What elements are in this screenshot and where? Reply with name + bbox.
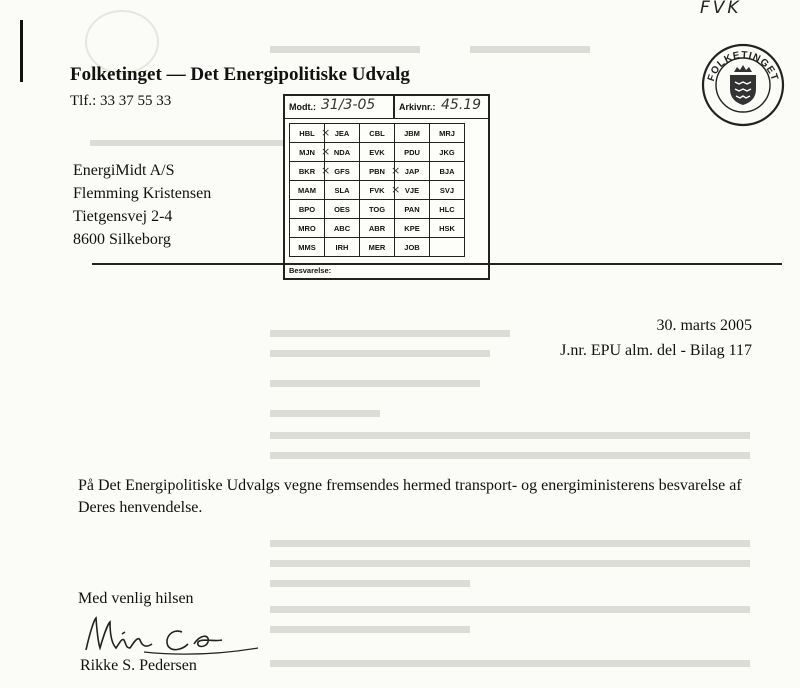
grid-cell (391, 162, 430, 181)
bleed-through-mark (270, 452, 750, 459)
grid-code: JEA (334, 128, 350, 138)
grid-code: BKR (298, 166, 316, 176)
bleed-through-mark (470, 46, 590, 53)
letter-body: På Det Energipolitiske Udvalgs vegne fremsendes hermed transport- og energiministerens besvarelse af Deres henvendelse. (78, 477, 742, 516)
grid-cell (395, 238, 430, 257)
grid-code: SVJ (439, 185, 455, 195)
grid-row (290, 219, 465, 238)
grid-cell (430, 219, 465, 238)
grid-code: JOB (404, 242, 420, 252)
grid-code: JKG (439, 147, 455, 157)
grid-code: HSK (439, 223, 455, 233)
grid-cell (290, 200, 325, 219)
grid-code: MER (368, 242, 386, 252)
letter-closing: Med venlig hilsen (78, 590, 194, 607)
grid-cell (430, 124, 465, 143)
grid-cell (395, 219, 430, 238)
grid-row (290, 200, 465, 219)
grid-cell (395, 124, 430, 143)
grid-code: KPE (404, 223, 420, 233)
divider-line (92, 263, 782, 265)
check-mark: × (321, 145, 331, 158)
grid-code: VJE (404, 185, 420, 195)
grid-code: MJN (299, 147, 315, 157)
grid-cell (360, 124, 395, 143)
grid-cell (290, 238, 325, 257)
bleed-through-mark (270, 380, 480, 387)
received-date: 31/3-05 (321, 97, 376, 113)
grid-code: BJA (439, 166, 455, 176)
margin-mark (20, 20, 23, 82)
grid-code: FVK (369, 185, 385, 195)
grid-code: BPO (298, 204, 316, 214)
seal-text: FOLKETINGET (705, 49, 781, 83)
grid-row (290, 238, 465, 257)
grid-code: HLC (439, 204, 455, 214)
folketinget-seal (700, 42, 786, 133)
grid-code: MAM (298, 185, 316, 195)
recipient-street: Tietgensvej 2-4 (73, 208, 173, 225)
grid-cell (360, 238, 395, 257)
grid-cell (430, 200, 465, 219)
receipt-stamp (283, 94, 490, 280)
journal-reference: J.nr. EPU alm. del - Bilag 117 (560, 342, 752, 359)
grid-cell (290, 219, 325, 238)
grid-cell (325, 219, 360, 238)
grid-cell (360, 200, 395, 219)
bleed-through-mark (270, 626, 470, 633)
grid-code: OES (334, 204, 350, 214)
grid-code: JBM (404, 128, 420, 138)
grid-row (290, 181, 465, 200)
grid-row (290, 143, 465, 162)
recipient-company: EnergiMidt A/S (73, 162, 175, 179)
grid-cell (430, 238, 465, 257)
bleed-through-mark (270, 432, 750, 439)
grid-code: EVK (369, 147, 385, 157)
grid-cell (395, 143, 430, 162)
grid-code: PAN (404, 204, 420, 214)
grid-cell (325, 238, 360, 257)
grid-cell (360, 162, 395, 181)
grid-cell (290, 181, 325, 200)
archive-number: 45.19 (441, 97, 482, 113)
grid-cell (360, 181, 395, 200)
grid-cell (290, 162, 325, 181)
grid-cell (290, 143, 325, 162)
answered-label: Besvarelse: (285, 263, 488, 278)
grid-cell (430, 143, 465, 162)
grid-cell (395, 200, 430, 219)
letterhead-title: Folketinget — Det Energipolitiske Udvalg (70, 64, 410, 85)
check-mark: × (321, 126, 331, 139)
grid-cell (360, 219, 395, 238)
grid-cell (360, 143, 395, 162)
grid-cell (321, 143, 360, 162)
grid-code: JAP (404, 166, 420, 176)
grid-code: TOG (368, 204, 386, 214)
letter-date: 30. marts 2005 (656, 317, 752, 334)
grid-cell (325, 181, 360, 200)
bleed-through-mark (270, 410, 380, 417)
grid-cell (430, 162, 465, 181)
stamp-header (285, 96, 488, 119)
distribution-grid (289, 123, 465, 257)
grid-cell (391, 181, 430, 200)
check-mark: × (321, 164, 331, 177)
handwritten-initials: FVK (700, 0, 742, 18)
bleed-through-mark (270, 560, 750, 567)
grid-code: IRH (335, 242, 349, 252)
grid-code: ABR (368, 223, 386, 233)
grid-code: ABC (333, 223, 351, 233)
bleed-through-mark (270, 606, 750, 613)
check-mark: × (391, 164, 401, 177)
grid-code: PBN (369, 166, 385, 176)
received-label: Modt.: (289, 102, 316, 112)
grid-code: MRJ (439, 128, 455, 138)
bleed-through-mark (270, 46, 420, 53)
recipient-name: Flemming Kristensen (73, 185, 212, 202)
grid-code: MMS (298, 242, 316, 252)
bleed-through-mark (270, 580, 470, 587)
bleed-through-mark (90, 140, 290, 146)
grid-cell (321, 124, 360, 143)
grid-row (290, 124, 465, 143)
grid-code: SLA (334, 185, 350, 195)
grid-code: NDA (333, 147, 351, 157)
grid-code: GFS (334, 166, 350, 176)
check-mark: × (391, 183, 401, 196)
grid-cell (321, 162, 360, 181)
grid-code: CBL (369, 128, 385, 138)
grid-code: PDU (404, 147, 420, 157)
archive-label: Arkivnr.: (399, 102, 436, 112)
grid-code: HBL (299, 128, 315, 138)
bleed-through-mark (270, 330, 510, 337)
signer-name: Rikke S. Pedersen (80, 657, 197, 674)
grid-code: MRO (298, 223, 316, 233)
recipient-city: 8600 Silkeborg (73, 231, 171, 248)
bleed-through-mark (270, 540, 750, 547)
letterhead-phone: Tlf.: 33 37 55 33 (70, 93, 172, 109)
grid-row (290, 162, 465, 181)
grid-cell (290, 124, 325, 143)
grid-cell (430, 181, 465, 200)
grid-cell (325, 200, 360, 219)
bleed-through-mark (270, 660, 750, 667)
